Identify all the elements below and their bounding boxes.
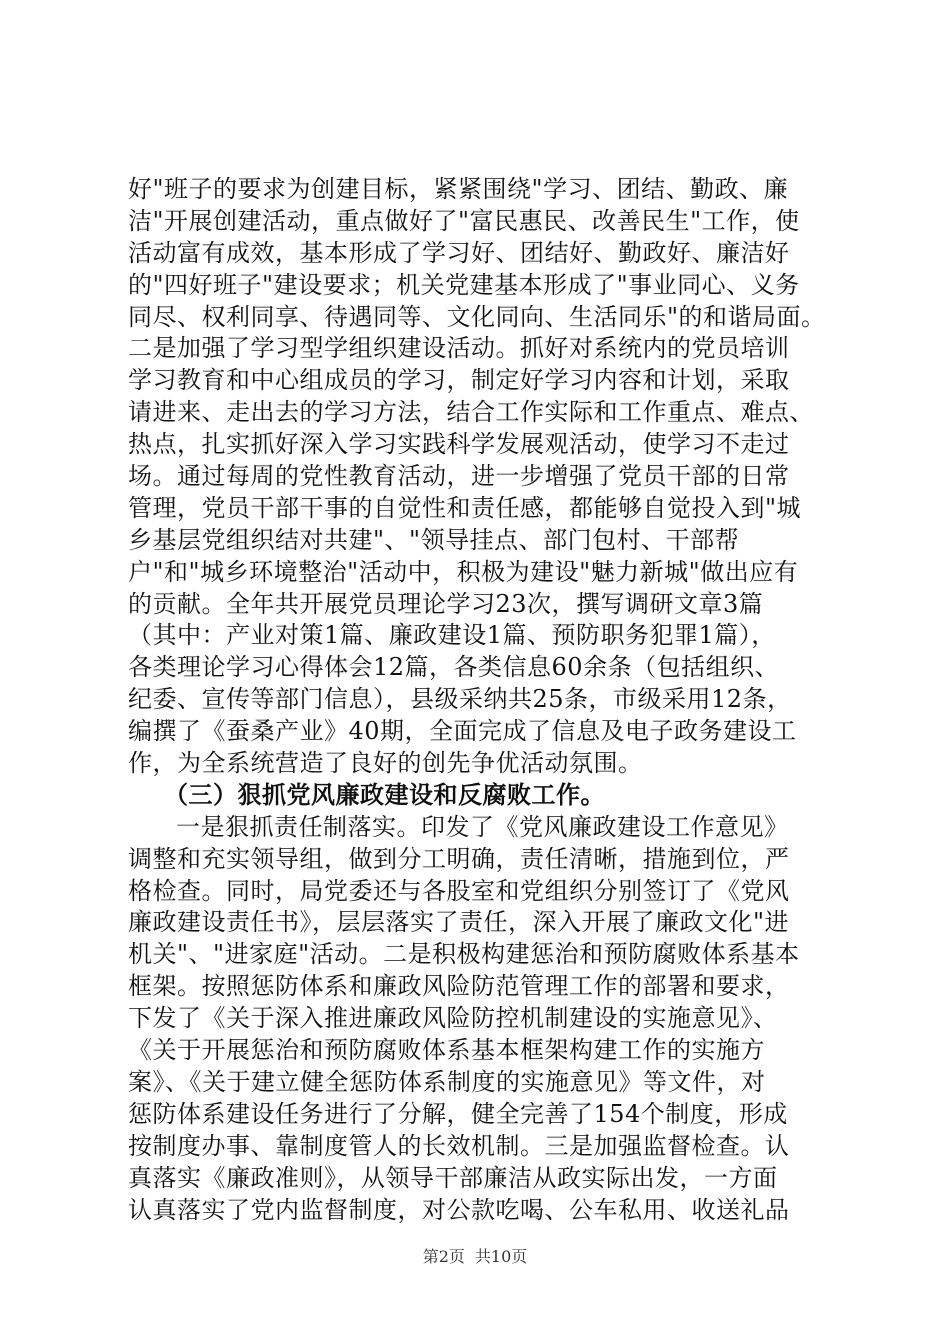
text-line: 按制度办事、靠制度管人的长效机制。三是加强监督检查。认: [128, 1131, 790, 1160]
text-line: 学习教育和中心组成员的学习，制定好学习内容和计划，采取: [128, 366, 790, 395]
text-line: 调整和充实领导组，做到分工明确，责任清晰，措施到位，严: [128, 844, 790, 873]
page-total: 共10页: [474, 1247, 528, 1266]
text-line: 洁"开展创建活动，重点做好了"富民惠民、改善民生"工作，使: [128, 206, 800, 235]
text-line: 各类理论学习心得体会12篇，各类信息60余条（包括组织、: [128, 653, 780, 682]
text-line: 纪委、宣传等部门信息），县级采纳共25条，市级采用12条，: [128, 685, 792, 714]
text-line: 二是加强了学习型学组织建设活动。抓好对系统内的党员培训: [128, 334, 790, 363]
text-line: 作，为全系统营造了良好的创先争优活动氛围。: [128, 749, 643, 778]
text-line: 认真落实了党内监督制度，对公款吃喝、公车私用、收送礼品: [128, 1195, 790, 1224]
text-line: 下发了《关于深入推进廉政风险防控机制建设的实施意见》、: [128, 1004, 778, 1033]
text-line: 格检查。同时，局党委还与各股室和党组织分别签订了《党风: [128, 876, 790, 905]
text-line: 户"和"城乡环境整治"活动中，积极为建设"魅力新城"做出应有: [128, 557, 799, 586]
page-footer: [0, 1244, 950, 1267]
text-line: 同尽、权利同享、待遇同等、文化同向、生活同乐"的和谐局面。: [128, 302, 826, 331]
text-line: （其中：产业对策1篇、廉政建设1篇、预防职务犯罪1篇），: [128, 621, 776, 650]
text-line: 真落实《廉政准则》，从领导干部廉洁从政实际出发，一方面: [128, 1163, 778, 1192]
text-line: 框架。按照惩防体系和廉政风险防范管理工作的部署和要求，: [128, 972, 790, 1001]
text-line: 热点，扎实抓好深入学习实践科学发展观活动，使学习不走过: [128, 430, 790, 459]
text-line: 活动富有成效，基本形成了学习好、团结好、勤政好、廉洁好: [128, 238, 790, 267]
text-line: 场。通过每周的党性教育活动，进一步增强了党员干部的日常: [128, 462, 790, 491]
text-line: 案》、《关于建立健全惩防体系制度的实施意见》等文件，对: [128, 1067, 766, 1096]
text-line: 惩防体系建设任务进行了分解，健全完善了154个制度，形成: [128, 1099, 788, 1128]
text-line: 管理，党员干部干事的自觉性和责任感，都能够自觉投入到"城: [128, 493, 802, 522]
page-number: 第2页: [422, 1247, 465, 1266]
text-line: 一是狠抓责任制落实。印发了《党风廉政建设工作意见》: [176, 812, 789, 841]
text-line: 《关于开展惩治和预防腐败体系基本框架构建工作的实施方: [128, 1036, 765, 1065]
text-line: 乡基层党组织结对共建"、"领导挂点、部门包村、干部帮: [128, 525, 740, 554]
section-heading: （三）狠抓党风廉政建设和反腐败工作。: [164, 780, 605, 809]
text-line: 廉政建设责任书》，层层落实了责任，深入开展了廉政文化"进: [128, 908, 790, 937]
text-line: 请进来、走出去的学习方法，结合工作实际和工作重点、难点、: [128, 398, 814, 427]
text-line: 好"班子的要求为创建目标，紧紧围绕"学习、团结、勤政、廉: [128, 175, 789, 203]
text-line: 的贡献。全年共开展党员理论学习23次，撰写调研文章3篇: [128, 589, 764, 618]
text-line: 编撰了《蚕桑产业》40期，全面完成了信息及电子政务建设工: [128, 717, 797, 746]
text-line: 的"四好班子"建设要求；机关党建基本形成了"事业同心、义务: [128, 270, 800, 299]
text-line: 机关"、"进家庭"活动。二是积极构建惩治和预防腐败体系基本: [128, 940, 800, 969]
document-body: [128, 174, 828, 1226]
